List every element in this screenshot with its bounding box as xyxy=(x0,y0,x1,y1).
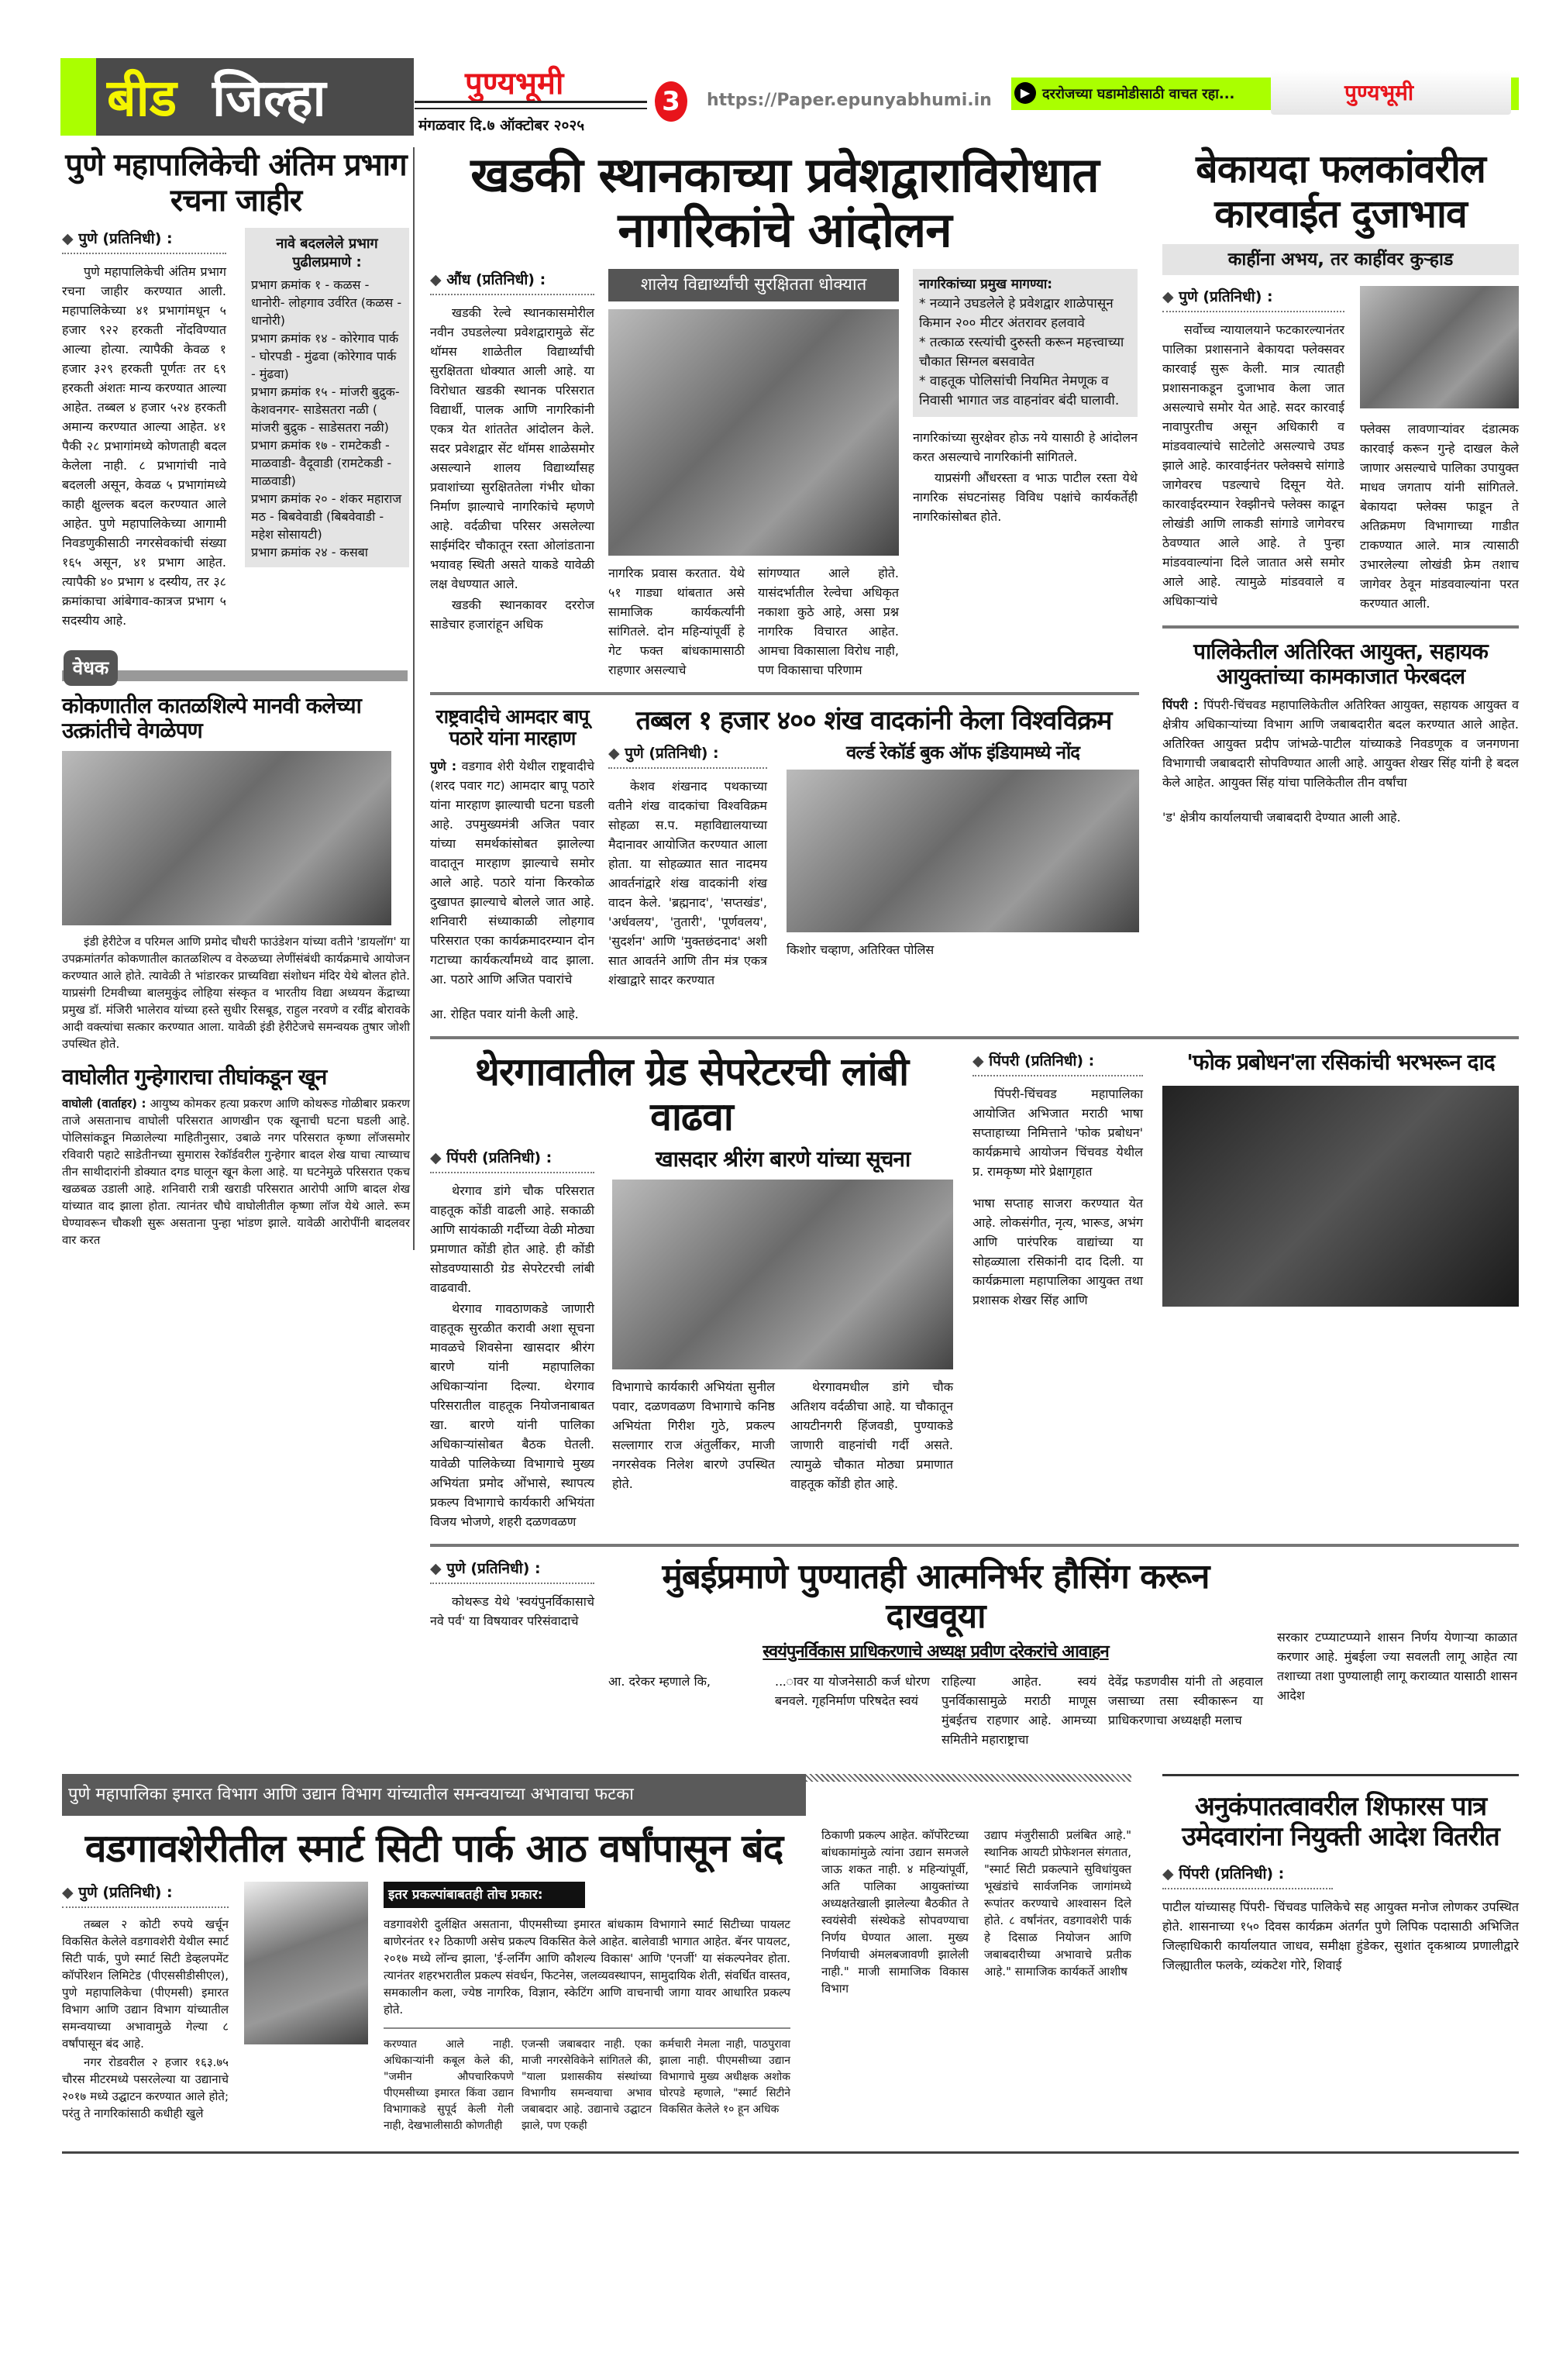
paragraph: पुणे महापालिकेची अंतिम प्रभाग रचना जाहीर करण्यात आली. महापालिकेच्या ४१ प्रभागांमधून ५ हजार ९२२ हरकती नोंदविण्यात आल्या होत्या. त्यापैकी केवळ १ हजार ३२९ हरकती पूर्णतः तर ६९ हरकती अंशतः मान्य करण्यात आल्या आहेत. तब्बल ४ हजार ५२४ हरकती अमान्य करण्यात आल्या आहेत. ४१ पैकी २८ प्रभागांमध्ये कोणताही बदल केलेला नाही. ८ प्रभागांची नावे बदलली असून, केवळ ५ प्रभागांमध्ये काही क्षुल्लक बदल करण्यात आले आहेत. पुणे महापालिकेच्या आगामी निवडणुकीसाठी नगरसेवकांची संख्या १६५ असून, ४१ प्रभाग आहेत. त्यापैकी ४० प्रभाग ४ दस्यीय, तर ३८ क्रमांकाचा आंबेगाव-कात्रज प्रभाग ५ सदस्यीय आहे. xyxy=(62,264,226,628)
paragraph: नागरिक प्रवास करतात. येथे ५१ गाड्या थांबतात असे सामाजिक कार्यकर्त्यांनी सांगितले. दोन महिन्यांपूर्वी हे गेट फक्त बांधकामासाठी राहणार असल्याचे xyxy=(608,565,745,677)
promo-text: दररोजच्या घडामोडीसाठी वाचत रहा... xyxy=(1042,86,1235,102)
paragraph: सर्वोच्च न्यायालयाने फटकारल्यानंतर पालिका प्रशासनाने बेकायदा फ्लेक्सवर कारवाई सुरू केली. मात्र त्यातही प्रशासनाकडून दुजाभाव केला जात असल्याचे समोर येत आहे. सदर कारवाई नावापुरतीच असून अधिकारी व मांडववाल्यांचे साटेलोटे असल्याचे उघड झाले आहे. कारवाईनंतर फ्लेक्सचे सांगाडे जागेवरच पडल्याचे दिसून येते. कारवाईदरम्यान रेक्झीनचे फ्लेक्स काढून लोखंडी आणि लाकडी सांगाडे जागेवरच ठेवण्यात आले आहे. ते पुन्हा मांडववाल्यांना दिले जातात असे समोर आले आहे. त्यामुळे मांडववाले व अधिकाऱ्यांचे xyxy=(1162,322,1344,608)
housing-main xyxy=(608,1558,1263,1750)
headline-ward-structure: पुणे महापालिकेची अंतिम प्रभाग रचना जाहीर xyxy=(65,147,407,219)
paragraph: करण्यात आले नाही. अधिकाऱ्यांनी कबूल केले की, "जमीन औपचारिकपणे पीएमसीच्या इमारत किंवा उद्यान विभागाकडे सुपूर्द केली गेली नाही, देखभालीसाठी कोणतीही xyxy=(384,2038,514,2133)
thumbnail-logo: पुण्यभूमी xyxy=(1344,80,1414,105)
thergaon-col-1 xyxy=(430,1147,594,1533)
paragraph xyxy=(1162,695,1519,792)
newspaper-thumbnail xyxy=(1271,70,1511,115)
khadki-col-1 xyxy=(430,269,594,635)
paragraph: नगर रोडवरील २ हजार १६३.७५ चौरस मीटरमध्ये पसरलेल्या या उद्यानाचे २०१७ मध्ये उद्घाटन करण्यात आले होते; परंतु ते नागरिकांसाठी कधीही खुले xyxy=(62,2055,229,2121)
demands-box xyxy=(913,269,1138,417)
paragraph: थेरगावमधील डांगे चौक अतिशय वर्दळीचा आहे. या चौकातून आयटीनगरी हिंजवडी, पुण्याकडे जाणारी वाहनांची गर्दी असते. त्यामुळे चौकात मोठ्या प्रमाणात वाहतूक कोंडी होत आहे. xyxy=(790,1379,953,1492)
article-body xyxy=(430,756,594,1025)
dateline: पुणे : xyxy=(430,759,457,774)
khadki-col-3 xyxy=(913,269,1138,528)
ward-item: प्रभाग क्रमांक १७ - रामटेकडी - माळवाडी- वैदूवाडी (रामटेकडी - माळवाडी) xyxy=(251,438,392,488)
headline-housing: मुंबईप्रमाणे पुण्यातही आत्मनिर्भर हौसिंग करून दाखवूया xyxy=(662,1557,1210,1636)
paragraph: सांगण्यात आले होते. यासंदर्भातील रेल्वेचा अधिकृत नकाशा कुठे आहे, असा प्रश्न नागरिक विचारत आहेत. आमचा विकासाला विरोध नाही, पण विकासाचा परिणाम xyxy=(758,565,899,677)
demand-item: * नव्याने उघडलेले हे प्रवेशद्वार शाळेपासून किमान २०० मीटर अंतरावर हलवावे xyxy=(919,295,1114,331)
byline: ◆ पिंपरी (प्रतिनिधी) : xyxy=(1162,1863,1333,1889)
thergaon-col-2 xyxy=(612,1147,953,1495)
page-number-badge: 3 xyxy=(655,81,687,122)
body-text: पिंपरी-चिंचवड महापालिकेतील अतिरिक्त आयुक्त, सहायक आयुक्त व क्षेत्रीय अधिकाऱ्यांच्या विभाग आणि जबाबदारीत बदल करण्यात आले आहेत. अतिरिक्त आयुक्त प्रदीप जांभळे-पाटील यांच्याकडे निवडणूक व जनगणना विभागाची जबाबदारी सोपविण्यात आली आहे. आयुक्त शेखर सिंह यांनी हे बदल केले आहेत. आयुक्त सिंह यांचा पालिकेतील तीन वर्षांचा xyxy=(1162,697,1520,790)
body-text: वडगाव शेरी येथील राष्ट्रवादीचे (शरद पवार गट) आमदार बापू पठारे यांना मारहाण झाल्याची घटना घडली आहे. उपमुख्यमंत्री अजित पवार यांच्या समर्थकांसोबत झालेल्या वादातून मारहाण झाल्याचे समोर आले आहे. पठारे यांना किरकोळ दुखापत झाल्याचे बोलले जात आहे. शनिवारी संध्याकाळी लोहगाव परिसरात एका कार्यक्रमादरम्यान दोन गटाच्या कार्यकर्त्यांमध्ये वाद झाला. आ. पठारे आणि अजित पवारांचे xyxy=(430,759,594,987)
byline: ◆ पुणे (प्रतिनिधी) : xyxy=(62,1882,229,1908)
ward-body-col xyxy=(62,228,226,632)
article-body xyxy=(608,777,767,991)
article-col xyxy=(942,1672,1096,1751)
smartpark-main xyxy=(62,1816,806,2137)
byline: ◆ औंध (प्रतिनिधी) : xyxy=(430,269,594,295)
article-col xyxy=(821,1816,969,1999)
ward-item: प्रभाग क्रमांक २४ - कसबा xyxy=(251,545,368,560)
paragraph: थेरगाव डांगे चौक परिसरात वाहतूक कोंडी वाढली आहे. सकाळी आणि सायंकाळी गर्दीच्या वेळी मोठ्या प्रमाणात कोंडी होत आहे. ही कोंडी सोडवण्यासाठी ग्रेड सेपरेटरची लांबी वाढवावी. xyxy=(430,1183,594,1296)
paragraph: विभागाचे कार्यकारी अभियंता सुनील पवार, दळणवळण विभागाचे कनिष्ठ अभियंता गिरीश गुठे, प्रकल्प सल्लागार राज अंतुर्लीकर, माजी नगरसेवक निलेश बारणे उपस्थित होते. xyxy=(612,1379,775,1492)
article-body-cont xyxy=(1360,419,1519,615)
housing-col-1 xyxy=(430,1558,594,1632)
headline-pathare: राष्ट्रवादीचे आमदार बापू पठारे यांना मारहाण xyxy=(435,704,589,750)
paragraph: खडकी स्थानकावर दररोज साडेचार हजारांहून अधिक xyxy=(430,597,594,632)
paragraph: आ. रोहित पवार यांनी केली आहे. xyxy=(430,1007,579,1022)
promo-banner xyxy=(1011,77,1519,110)
flex-article xyxy=(1162,286,1519,615)
article-col xyxy=(522,2037,652,2136)
felicitation-photo xyxy=(62,751,391,925)
section-title-district: जिल्हा xyxy=(212,68,326,128)
right-column xyxy=(1162,147,1519,828)
paragraph: केशव शंखनाद पथकाच्या वतीने शंख वादकांचा विश्वविक्रम सोहळा स.प. महाविद्यालयाच्या मैदानावर आयोजित करण्यात आला होता. या सोहळ्यात सात नादमय आवर्तनांद्वारे शंख वादकांनी शंख वादन केले. 'ब्रह्मनाद', 'सप्तखंड', 'अर्धवलय', 'तुतारी', 'पूर्णवलय', 'सुदर्शन' आणि 'मुक्तछंदनाद' अशी सात आवर्तने आणि तीन मंत्र एकत्र शंखाद्वारे सादर करण्यात xyxy=(608,778,767,987)
folk-performance-photo xyxy=(1162,1086,1519,1307)
conch-col-2 xyxy=(787,742,1139,962)
article-body xyxy=(62,933,410,1054)
paragraph: याप्रसंगी औंधरस्ता व भाऊ पाटील रस्ता येथे नागरिक संघटनांसह विविध पक्षांचे कार्यकर्तेही नागरिकांसोबत होते. xyxy=(913,470,1138,524)
paragraph: किशोर चव्हाण, अतिरिक्त पोलिस xyxy=(787,942,935,958)
paragraph: राहिल्या आहेत. स्वयं पुनर्विकासामुळे मराठी माणूस मुंबईतच राहणार आहे. आमच्या समितीने महाराष्ट्राचा xyxy=(942,1673,1096,1747)
paragraph: आ. दरेकर म्हणाले कि, xyxy=(608,1673,711,1689)
smartpark-box xyxy=(384,1882,790,2136)
ward-item: प्रभाग क्रमांक १४ - कोरेगाव पार्क - घोरपडी - मुंढवा (कोरेगाव पार्क - मुंढवा) xyxy=(251,331,399,381)
masthead-double-rule xyxy=(415,101,647,109)
paragraph: खडकी रेल्वे स्थानकासमोरील नवीन उघडलेल्या प्रवेशद्वारामुळे सेंट थॉमस शाळेतील विद्यार्थ्यांची सुरक्षितता धोक्यात आली आहे. या विरोधात खडकी स्थानक परिसरात विद्यार्थी, पालक आणि नागरिकांनी एकत्र येत शांततेत आंदोलन केले. सदर प्रवेशद्वार सेंट थॉमस शाळेसमोर असल्याने शालय विद्यार्थ्यांसह प्रवाशांच्या सुरक्षिततेला गंभीर धोका निर्माण झाल्याचे नागरिकांचे म्हणणे आहे. वर्दळीचा परिसर असलेल्या साईमंदिर चौकातून रस्ता ओलांडताना भयावह स्थिती असते याकडे यावेळी लक्ष वेधण्यात आले. xyxy=(430,305,594,591)
article-body xyxy=(430,1181,594,1533)
page-bottom-rule xyxy=(62,2151,1519,2154)
article-col xyxy=(984,1816,1131,1982)
park-photo xyxy=(244,1882,368,2044)
conch-players-photo xyxy=(787,770,1139,932)
conch-article xyxy=(608,706,1139,991)
smartpark-col-1 xyxy=(62,1882,229,2123)
lower-section xyxy=(62,1774,1519,2137)
khadki-article xyxy=(430,269,1139,681)
section-label: वेधक xyxy=(64,650,118,686)
housing-row xyxy=(430,1558,1519,1750)
paragraph: ठिकाणी प्रकल्प आहेत. कॉर्पोरेटच्या बांधकामांमुळे त्यांना उद्यान समजले जाऊ शकत नाही. ४ महिन्यांपूर्वी, अति पालिका आयुक्तांच्या अध्यक्षतेखाली झालेल्या बैठकीत ते स्वयंसेवी संस्थेकडे सोपवण्याचा निर्णय घेण्यात आला. मुख्य निर्णयाची अंमलबजावणी झालेली नाही." माजी सामाजिक विकास विभाग xyxy=(821,1827,969,1996)
box-title: नावे बदललेले प्रभाग पुढीलप्रमाणे : xyxy=(276,236,378,270)
article-body xyxy=(1162,320,1344,612)
article-col xyxy=(659,2037,790,2120)
box-label: इतर प्रकल्पांबाबतही तोच प्रकार: xyxy=(384,1882,585,1908)
upper-section xyxy=(62,147,1519,1751)
article-body xyxy=(62,262,226,632)
article-body-cont xyxy=(790,1377,953,1495)
photo-title-bar: शालेय विद्यार्थ्यांची सुरक्षितता धोक्यात xyxy=(608,269,899,301)
section-title-beed: बीड xyxy=(107,68,177,128)
flex-frame-photo xyxy=(1360,286,1519,408)
section-label-bar xyxy=(62,650,410,686)
paragraph: तब्बल २ कोटी रुपये खर्चून विकसित केलेले वडगावशेरी येथील स्मार्ट सिटी पार्क, पुणे स्मार्ट सिटी डेव्हलपमेंट कॉर्पोरेशन लिमिटेड (पीएससीडीसीएल), पुणे महापालिकेचा (पीएमसी) इमारत विभाग आणि उद्यान विभाग यांच्यातील समन्वयाच्या अभावामुळे गेल्या ८ वर्षांपासून बंद आहे. xyxy=(62,1917,229,2051)
article-col xyxy=(608,1672,763,1693)
smartpark-article xyxy=(62,1774,1131,2137)
subheadline-conch: वर्ल्ड रेकॉर्ड बुक ऑफ इंडियामध्ये नोंद xyxy=(845,741,1079,763)
byline: ◆ पिंपरी (प्रतिनिधी) : xyxy=(430,1147,594,1173)
paragraph xyxy=(430,756,594,989)
photo-cols xyxy=(612,1377,953,1495)
paragraph: पाटील यांच्यासह पिंपरी- चिंचवड पालिकेचे सह आयुक्त मनोज लोणकर उपस्थित होते. शासनाच्या १५० दिवस कार्यक्रम अंतर्गत पुणे लिपिक पदासाठी अभिजित जिल्हाधिकारी कार्यालयात जाधव, समीक्षा हुंडेकर, सुशांत दृकश्राव्य प्रणालीद्वारे जिल्ह्यातील फलके, व्यंकटेश गोरे, शिवाई xyxy=(1162,1899,1519,1972)
issue-date: मंगळवार दि.७ ऑक्टोबर २०२५ xyxy=(418,117,585,134)
paragraph: भाषा सप्ताह साजरा करण्यात येत आहे. लोकसंगीत, नृत्य, भारूड, अभंग आणि पारंपरिक वाद्यांच्या या सोहळ्याला रसिकांनी दाद दिली. या कार्यक्रमाला महापालिका आयुक्त तथा प्रशासक शेखर सिंह आणि xyxy=(972,1196,1143,1308)
dateline: पिंपरी : xyxy=(1162,697,1199,713)
demand-item: * तत्काळ रस्त्यांची दुरुस्ती करून महत्त्वाच्या चौकात सिग्नल बसवावेत xyxy=(919,334,1124,370)
kicker-banner: पुणे महापालिका इमारत विभाग आणि उद्यान विभाग यांच्यातील समन्वयाच्या अभावाचा फटका xyxy=(62,1774,806,1816)
headline-flex: बेकायदा फलकांवरील कारवाईत दुजाभाव xyxy=(1196,146,1485,236)
article-col xyxy=(384,2037,514,2136)
newspaper-logo: पुण्यभूमी xyxy=(465,66,564,102)
section-rule xyxy=(430,1036,1519,1039)
masthead xyxy=(60,58,414,136)
ward-article xyxy=(62,228,410,632)
flex-col-2 xyxy=(1360,286,1519,615)
section-rule xyxy=(1162,1774,1519,1776)
article-body xyxy=(972,1084,1143,1183)
article-body xyxy=(62,1916,229,2123)
folk-text-col xyxy=(972,1050,1143,1311)
headline-pcmc: पालिकेतील अतिरिक्त आयुक्त, सहायक आयुक्तांच्या कामकाजात फेरबदल xyxy=(1193,639,1488,690)
headline-conch: तब्बल १ हजार ४०० शंख वादकांनी केला विश्वविक्रम xyxy=(635,704,1112,736)
paragraph: कोथरूड येथे 'स्वयंपुनर्विकासाचे नवे पर्व' या विषयावर परिसंवादाचे xyxy=(430,1594,594,1629)
ward-item: प्रभाग क्रमांक १ - कळस - धानोरी- लोहगाव उर्वरित (कळस - धानोरी) xyxy=(251,277,402,328)
center-right-area xyxy=(430,147,1519,1751)
article-col xyxy=(1277,1558,1517,1707)
article-body-cont xyxy=(972,1193,1143,1311)
left-column xyxy=(62,147,415,1250)
paragraph: सरकार टप्प्याटप्प्याने शासन निर्णय येणाऱ्या काळात करणार आहे. मुंबईला ज्या सवलती लागू आहेत त्या तशाच्या तशा पुण्यालाही लागू कराव्यात यासाठी शासन आदेश xyxy=(1277,1630,1517,1703)
conch-body-row xyxy=(608,742,1139,991)
page-content xyxy=(62,147,1519,2154)
byline: ◆ पुणे (प्रतिनिधी) : xyxy=(1162,286,1344,312)
article-body-cont xyxy=(608,563,745,681)
article-body-cont xyxy=(612,1377,775,1495)
section-rule xyxy=(1162,625,1519,629)
flex-col-1 xyxy=(1162,286,1344,612)
box-cols xyxy=(384,2037,790,2136)
paragraph xyxy=(62,1095,410,1249)
article-col xyxy=(1108,1672,1263,1731)
paragraph: ...ावर या योजनेसाठी कर्ज धोरण बनवले. गृहनिर्माण परिषदेत स्वयं xyxy=(775,1673,930,1708)
subheadline-flex: काहींना अभय, तर काहींवर कुऱ्हाड xyxy=(1162,244,1519,275)
ward-item: प्रभाग क्रमांक २० - शंकर महाराज मठ - बिबवेवाडी (बिबवेवाडी - महेश सोसायटी) xyxy=(251,491,402,542)
headline-folk: 'फोक प्रबोधन'ला रसिकांची भरभरून दाद xyxy=(1186,1049,1495,1076)
thergaon-article xyxy=(430,1050,953,1533)
pathare-conch-row xyxy=(430,706,1139,1026)
renamed-wards-box xyxy=(245,228,409,567)
paragraph: फ्लेक्स लावणाऱ्यांवर दंडात्मक कारवाई करून गुन्हे दाखल केले जाणार असल्याचे पालिका उपायुक्त माधव जगताप यांनी सांगितले. बेकायदा फ्लेक्स फाडून ते अतिक्रमण विभागाच्या गाडीत टाकण्यात आले. मात्र त्यासाठी उभारलेल्या लोखंडी फ्रेम तशाच जागेवर ठेवून मांडववाल्यांना परत करण्यात आली. xyxy=(1360,422,1519,611)
protest-photo xyxy=(608,309,899,556)
headline-smartpark: वडगावशेरीतील स्मार्ट सिटी पार्क आठ वर्षांपासून बंद xyxy=(84,1825,783,1871)
dateline: वाघोली (वार्ताहर) : xyxy=(62,1096,146,1111)
paragraph: देवेंद्र फडणवीस यांनी तो अहवाल जसाच्या तसा स्वीकारून या प्राधिकरणाचा अध्यक्षही मलाच xyxy=(1108,1673,1263,1727)
housing-cols xyxy=(608,1672,1263,1751)
paragraph: नागरिकांच्या सुरक्षेवर होऊ नये यासाठी हे आंदोलन करत असल्याचे नागरिकांनी सांगितले. xyxy=(913,429,1138,464)
folk-article xyxy=(1162,1050,1519,1307)
smartpark-body-row xyxy=(62,1816,1131,2137)
headline-khadki: खडकी स्थानकाच्या प्रवेशद्वाराविरोधात नागरिकांचे आंदोलन xyxy=(470,146,1099,259)
article-body xyxy=(1162,1897,1519,1976)
headline-thergaon: थेरगावातील ग्रेड सेपरेटरची लांबी वाढवा xyxy=(474,1049,909,1139)
kicker-row xyxy=(62,1774,1131,1816)
thergaon-body-row xyxy=(430,1147,953,1533)
paragraph: उद्याप मंजुरीसाठी प्रलंबित आहे." स्थानिक आयटी प्रोफेशनल संगतात, "स्मार्ट सिटी प्रकल्पाने सुविधांयुक्त भूखंडांचे सार्वजनिक जागांमध्ये रूपांतर करण्याचे आश्वासन दिले होते. ८ वर्षांनंतर, वडगावशेरी पार्क हे दिसाळ नियोजन आणि जबाबदारीच्या अभावाचे प्रतीक आहे." सामाजिक कार्यकर्ते आशीष xyxy=(984,1827,1131,1979)
appointment-article xyxy=(1162,1774,1519,1976)
article-body-cont xyxy=(913,428,1138,528)
center-column xyxy=(430,147,1139,1025)
headline-konkan: कोकणातील कातळशिल्पे मानवी कलेच्या उत्क्रांतीचे वेगळेपण xyxy=(62,693,361,744)
article-body xyxy=(430,1592,594,1632)
box-body xyxy=(384,1916,790,2020)
paragraph: इंडी हेरीटेज व परिमल आणि प्रमोद चौधरी फाउंडेशन यांच्या वतीने 'डायलॉग' या उपक्रमांतर्गत कोकणातील कातळशिल्प व वेरुळच्या लेणींसंबंधी कार्यक्रमाचे आयोजन करण्यात आले होते. त्यावेळी ते भांडारकर प्राच्यविद्या संशोधन मंदिर येथे बोलत होते. याप्रसंगी टिमवीच्या बालमुकुंद लोहिया संस्कृत व भारतीय विद्या अध्ययन केंद्राच्या प्रमुख डॉ. मंजिरी भालेराव यांच्या हस्ते सुधीर रिसबूड, राहुल नरवणे व रवींद्र बोरावके आदी वक्त्यांचा सत्कार करण्यात आला. यावेळी इंडी हेरीटेजचे समन्वयक तुषार जोशी उपस्थित होते. xyxy=(62,935,411,1052)
thergaon-folk-row xyxy=(430,1050,1519,1533)
smartpark-cols xyxy=(62,1882,806,2136)
byline: ◆ पिंपरी (प्रतिनिधी) : xyxy=(972,1050,1143,1076)
article-body xyxy=(430,303,594,635)
section-rule xyxy=(430,692,1139,695)
demand-item: * वाहतूक पोलिसांची नियमित नेमणूक व निवासी भागात जड वाहनांवर बंदी घालावी. xyxy=(919,373,1120,408)
box-rule xyxy=(384,2027,790,2029)
paragraph: एजन्सी जबाबदार नाही. एका माजी नगरसेविकेने सांगितले की, "याला प्रशासकीय संस्थांच्या विभागीय समन्वयाचा अभाव जबाबदार आहे. उद्यानाचे उद्घाटन झाले, पण एकही xyxy=(522,2038,652,2133)
epaper-url-link[interactable]: https://Paper.epunyabhumi.in xyxy=(707,91,992,110)
article-body xyxy=(62,1095,410,1250)
demands-title: नागरिकांच्या प्रमुख मागण्या: xyxy=(919,276,1053,292)
section-rule xyxy=(430,1544,1519,1547)
top-row xyxy=(430,147,1519,1025)
khadki-col-2 xyxy=(608,269,899,681)
body-text: आयुष्य कोमकर हत्या प्रकरण आणि कोथरूड गोळीबार प्रकरण ताजे असतानाच वाघोली परिसरात आणखीन एक खूनाची घटना घडली आहे. पोलिसांकडून मिळालेल्या माहितीनुसार, उबाळे नगर परिसरात कृष्णा लॉजसमोर रविवारी पहाटे साडेतीनच्या सुमारास रेकॉर्डवरील गुन्हेगार बादल शेख याचा त्याच्याच तीन साथीदारांनी डोक्यात दगड घालून खून केला आहे. या घटनेमुळे परिसरात एकच खळबळ उडाली आहे. शनिवारी रात्री खराडी परिसरात आरोपी आणि बादल शेख यांच्यात वाद झाला होता. त्यानंतर चौघे वाघोलीतील कृष्णा लॉज येथे आले. रूम घेण्यावरून चौकशी सुरू असताना पुन्हा भांडण झाले. यावेळी आरोपींनी बादलवर वार करत xyxy=(62,1096,410,1247)
conch-col-1 xyxy=(608,742,767,991)
pathare-article xyxy=(430,706,594,1026)
ward-item: प्रभाग क्रमांक १५ - मांजरी बुद्रुक- केशवनगर- साडेसतरा नळी ( मांजरी बुद्रुक - साडेसतरा नळी) xyxy=(251,384,400,435)
paragraph: 'ड' क्षेत्रीय कार्यालयाची जबाबदारी देण्यात आली आहे. xyxy=(1162,810,1401,825)
meeting-photo xyxy=(612,1180,953,1369)
hatch-rule xyxy=(806,1774,1131,1782)
subheadline-housing: स्वयंपुनर्विकास प्राधिकरणाचे अध्यक्ष प्रवीण दरेकरांचे आवाहन xyxy=(763,1642,1109,1662)
article-body-cont xyxy=(758,563,899,681)
play-icon: ▶ xyxy=(1014,82,1036,104)
article-col xyxy=(775,1672,930,1712)
headline-wagholi: वाघोलीत गुन्हेगाराचा तीघांकडून खून xyxy=(62,1064,327,1090)
headline-appointment: अनुकंपातत्वावरील शिफारस पात्र उमेदवारांना नियुक्ती आदेश वितरीत xyxy=(1182,1790,1499,1852)
subheadline-thergaon: खासदार श्रीरंग बारणे यांच्या सूचना xyxy=(655,1146,911,1173)
paragraph: कर्मचारी नेमला नाही, पाठपुरावा झाला नाही. पीएमसीच्या उद्यान विभागाचे मुख्य अधीक्षक अशोक घोरपडे म्हणाले, "स्मार्ट सिटीने विकसित केलेले १० हून अधिक xyxy=(659,2038,790,2117)
article-body xyxy=(1162,695,1519,828)
byline: ◆ पुणे (प्रतिनिधी) : xyxy=(608,742,767,769)
paragraph: थेरगाव गावठाणकडे जाणारी वाहतूक सुरळीत करावी अशा सूचना मावळचे शिवसेना खासदार श्रीरंग बारणे यांनी महापालिका अधिकाऱ्यांना दिल्या. थेरगाव परिसरातील वाहतूक नियोजनाबाबत खा. बारणे यांनी पालिका अधिकाऱ्यांसोबत बैठक घेतली. यावेळी पालिकेच्या विभागाचे मुख्य अभियंता प्रमोद ओंभासे, स्थापत्य प्रकल्प विभागाचे कार्यकारी अभियंता विजय भोजणे, शहरी दळणवळण xyxy=(430,1301,594,1530)
byline: ◆ पुणे (प्रतिनिधी) : xyxy=(430,1558,594,1584)
paragraph: पिंपरी-चिंचवड महापालिका आयोजित अभिजात मराठी भाषा सप्ताहाच्या निमित्ताने 'फोक प्रबोधन' कार्यक्रमाचे आयोजन चिंचवड येथील प्र. रामकृष्ण मोरे प्रेक्षागृहात xyxy=(972,1087,1143,1180)
paragraph: वडगावशेरी दुर्लक्षित असताना, पीएमसीच्या इमारत बांधकाम विभागाने स्मार्ट सिटीच्या पायलट बाणेरनंतर १२ ठिकाणी असेच प्रकल्प विकसित केले आहेत. बालेवाडी भागात आहेत. बॅनर पायलट, २०१७ मध्ये लॉन्च झाला, 'ई-लर्निंग आणि कौशल्य विकास' आणि 'एनर्जी' या संकल्पनेवर होता. त्यानंतर शहरभरातील प्रकल्प संवर्धन, फिटनेस, जलव्यवस्थापन, सामुदायिक शेती, संवर्धित वास्तव, समकालीन कला, ज्येष्ठ नागरिक, विज्ञान, स्केटिंग आणि वाचनाची जागा यावर आधारित प्रकल्प होते. xyxy=(384,1917,790,2017)
byline: ◆ पुणे (प्रतिनिधी) : xyxy=(62,228,226,254)
photo-cols xyxy=(608,563,899,681)
article-body-ending xyxy=(787,940,957,961)
